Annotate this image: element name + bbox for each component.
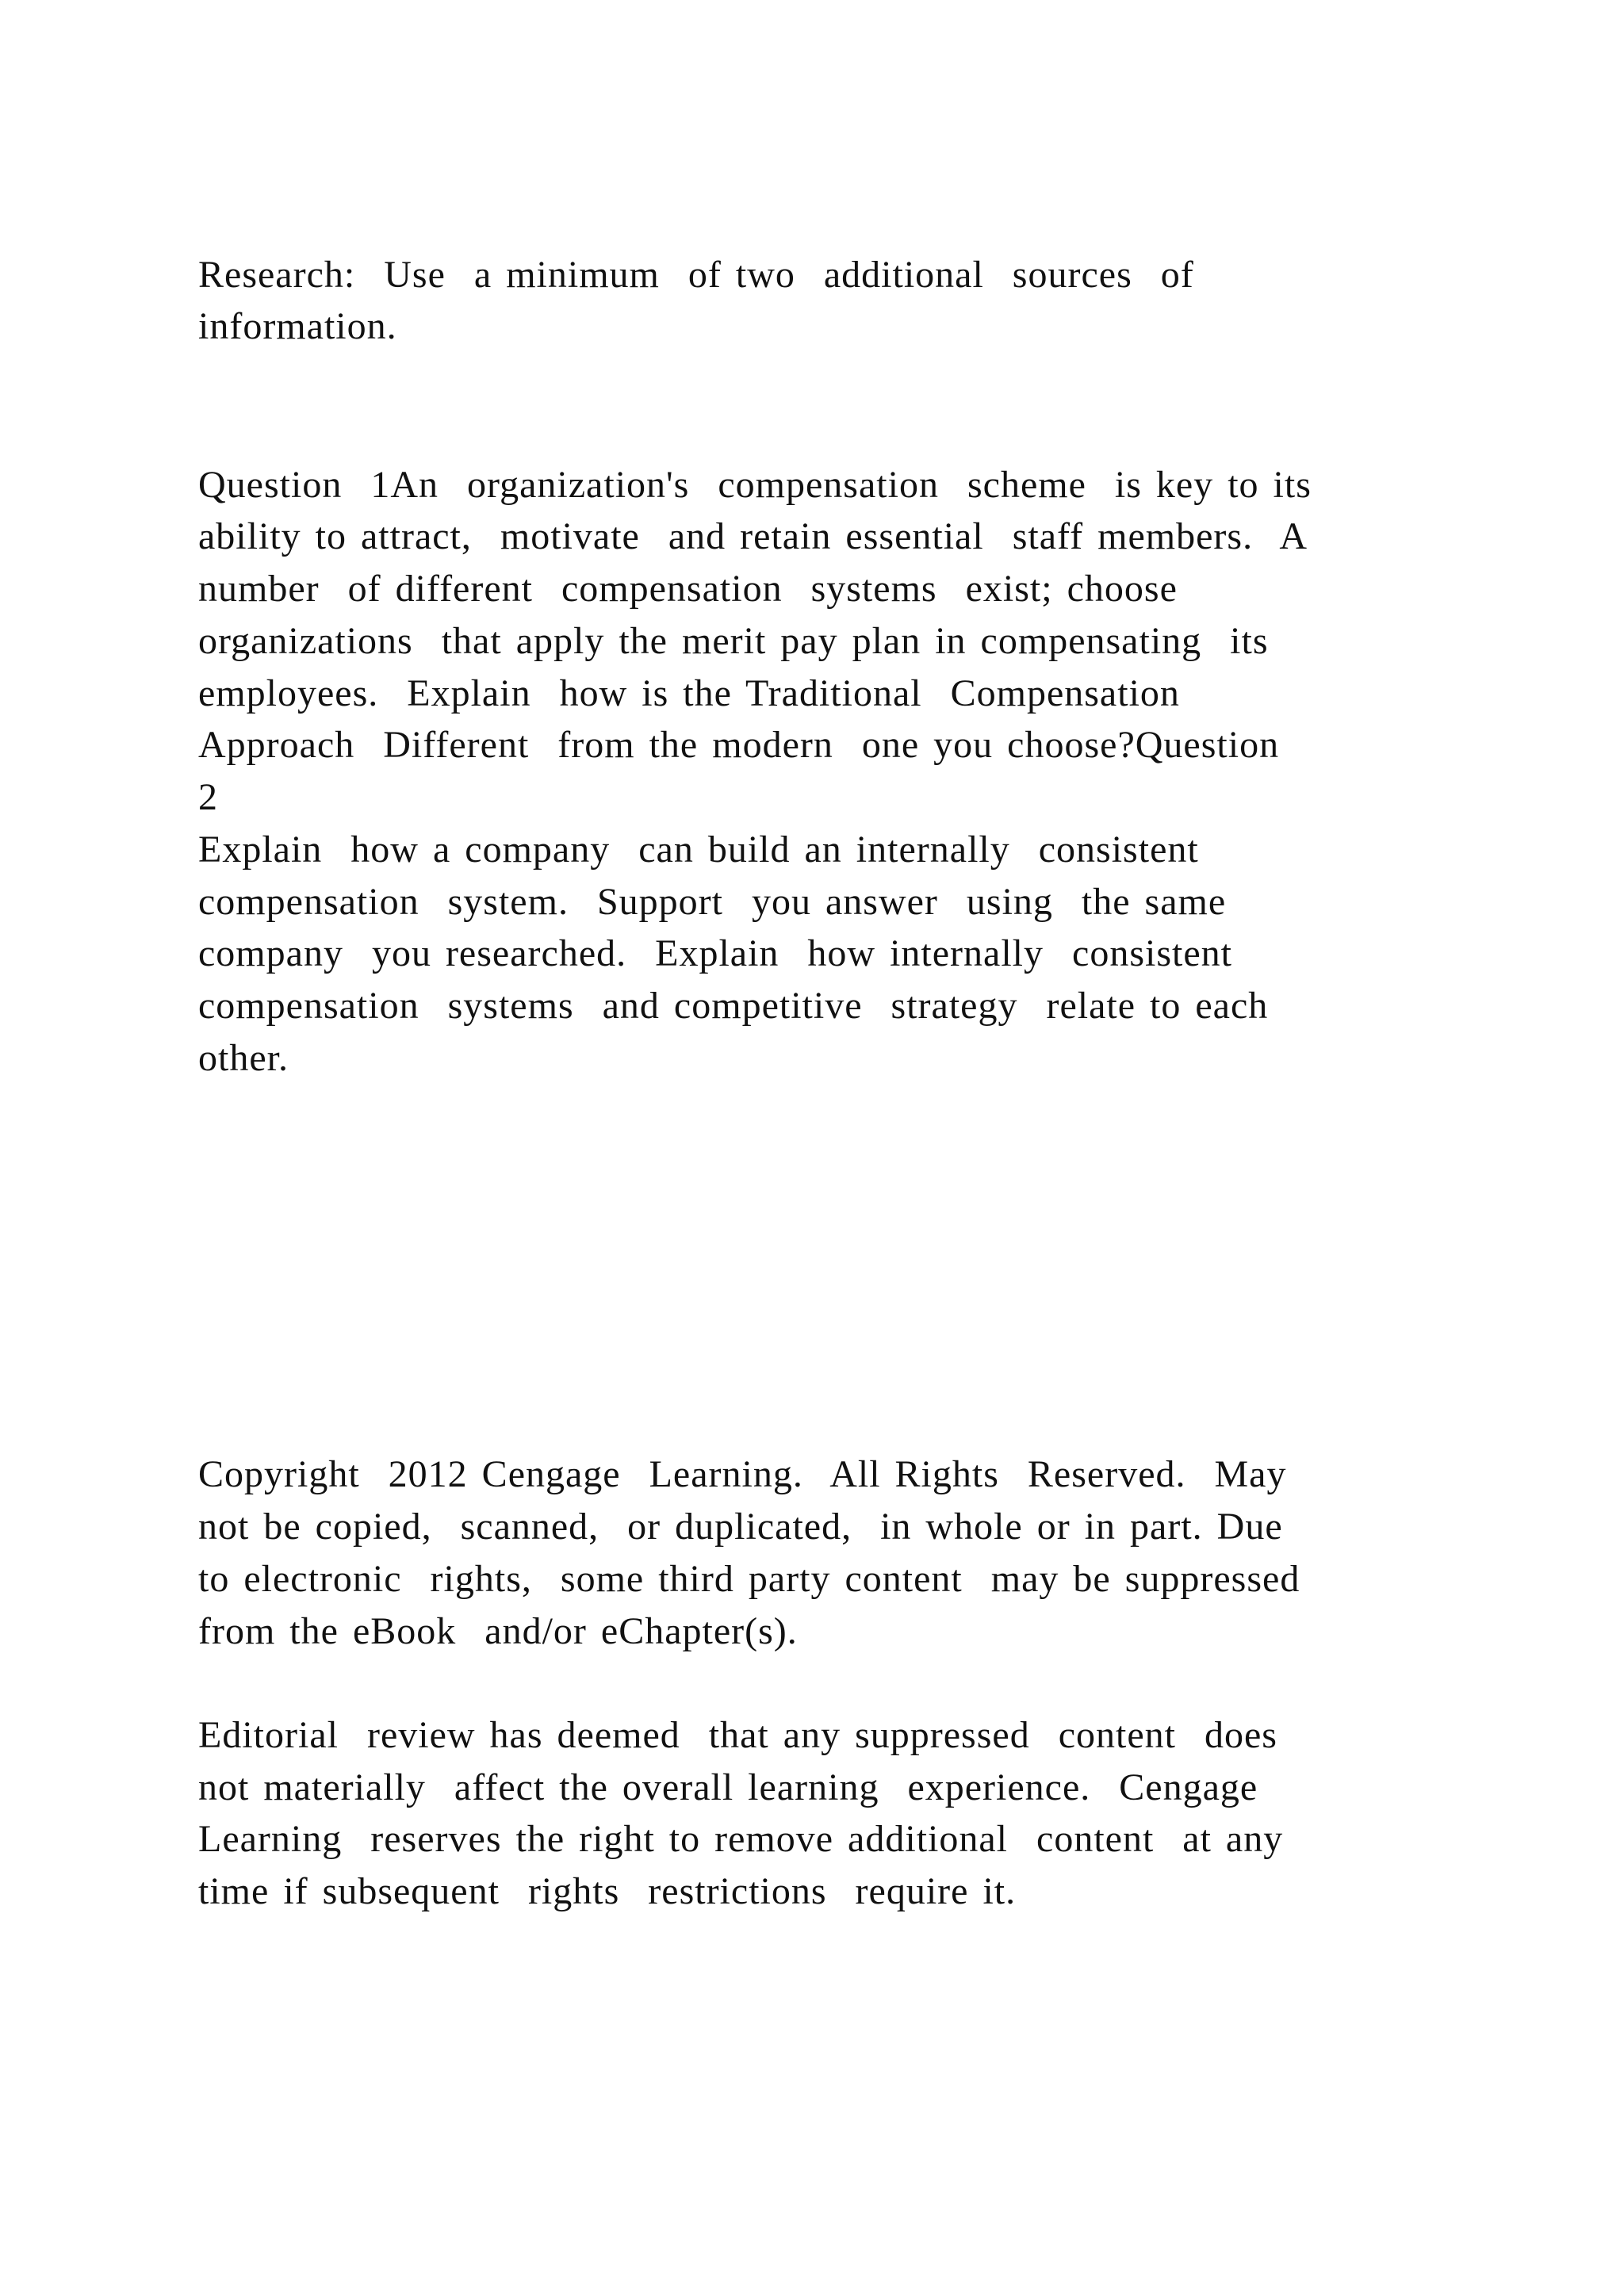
editorial-line-1: Editorial review has deemed that any suppressed content does <box>198 1714 1277 1756</box>
editorial-line-4: time if subsequent rights restrictions require it. <box>198 1870 1017 1912</box>
copyright-line-1: Copyright 2012 Cengage Learning. All Rights Reserved. May <box>198 1453 1287 1495</box>
question-1-line-5: employees. Explain how is the Traditional Compensation <box>198 672 1180 714</box>
question-2-line-5: other. <box>198 1037 289 1079</box>
editorial-line-2: not materially affect the overall learning experience. Cengage <box>198 1766 1258 1808</box>
question-1-line-4: organizations that apply the merit pay plan in compensating its <box>198 620 1269 662</box>
question-1-line-3: number of different compensation systems exist; choose <box>198 568 1178 610</box>
question-2-line-2: compensation system. Support you answer using the same <box>198 881 1227 923</box>
question-1-line-6: Approach Different from the modern one you choose?Question <box>198 724 1280 766</box>
question-1-line-7: 2 <box>198 776 218 818</box>
question-2-line-1: Explain how a company can build an internally consistent <box>198 828 1199 871</box>
copyright-line-4: from the eBook and/or eChapter(s). <box>198 1610 798 1652</box>
question-2-line-3: company you researched. Explain how internally consistent <box>198 932 1232 974</box>
research-line-2: information. <box>198 305 397 347</box>
question-2-line-4: compensation systems and competitive strategy relate to each <box>198 985 1269 1027</box>
question-1-line-1: Question 1An organization's compensation scheme is key to its <box>198 464 1312 506</box>
question-1-line-2: ability to attract, motivate and retain essential staff members. A <box>198 515 1308 557</box>
editorial-line-3: Learning reserves the right to remove additional content at any <box>198 1818 1284 1860</box>
research-line-1: Research: Use a minimum of two additional sources of <box>198 254 1194 296</box>
copyright-line-3: to electronic rights, some third party content may be suppressed <box>198 1558 1300 1600</box>
copyright-line-2: not be copied, scanned, or duplicated, in whole or in part. Due <box>198 1506 1283 1548</box>
